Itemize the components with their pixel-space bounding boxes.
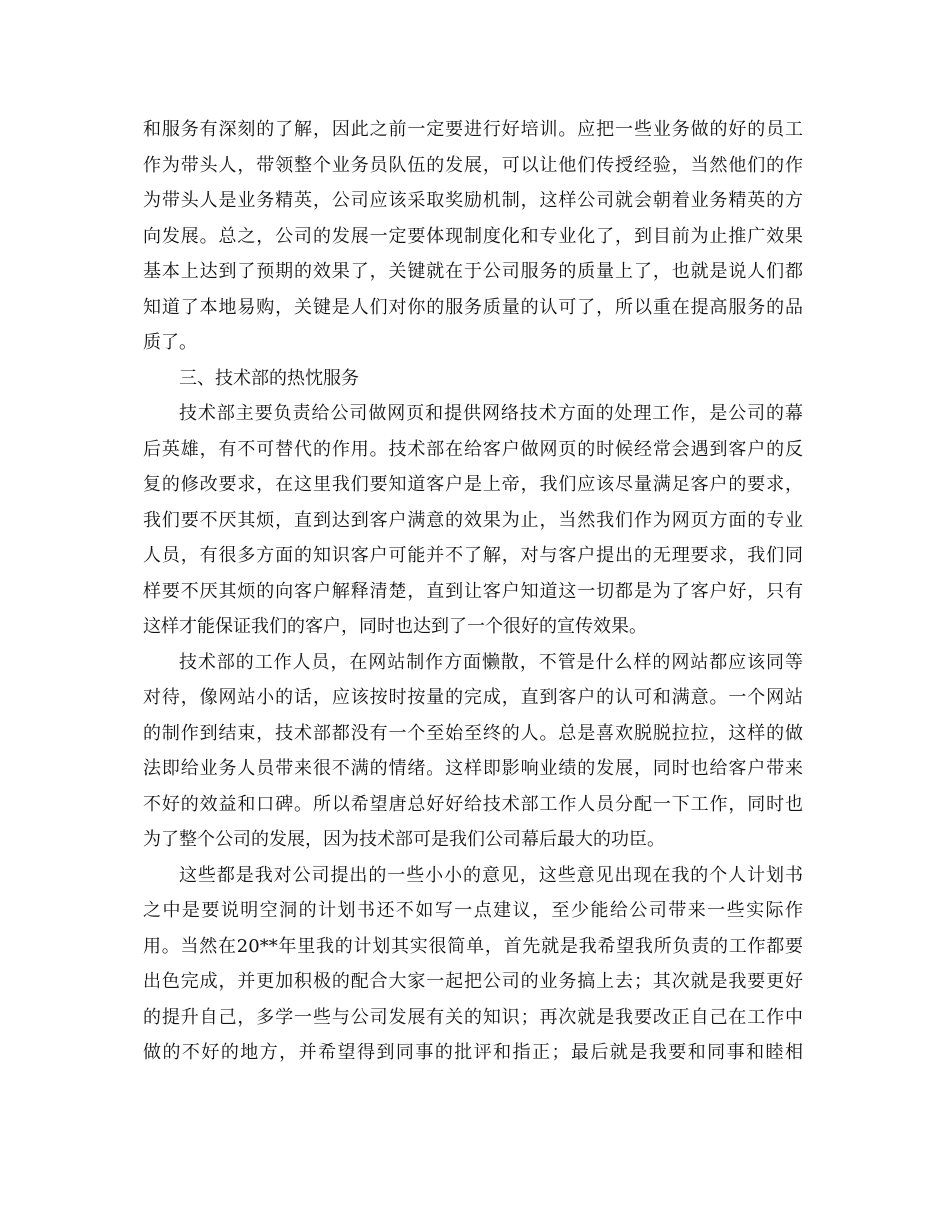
text-line: 人员，有很多方面的知识客户可能并不了解，对与客户提出的无理要求，我们同: [143, 545, 803, 566]
text-line: 样要不厌其烦的向客户解释清楚，直到让客户知道这一切都是为了客户好，只有: [143, 580, 803, 602]
text-line: 复的修改要求，在这里我们要知道客户是上帝，我们应该尽量满足客户的要求，: [143, 474, 803, 495]
text-line: 技术部的工作人员，在网站制作方面懒散，不管是什么样的网站都应该同等: [179, 651, 803, 673]
text-line: 基本上达到了预期的效果了，关键就在于公司服务的质量上了，也就是说人们都: [143, 261, 803, 282]
text-line: 质了。: [143, 332, 197, 353]
text-line: 向发展。总之，公司的发展一定要体现制度化和专业化了，到目前为止推广效果: [143, 225, 803, 247]
text-line: 不好的效益和口碑。所以希望唐总好好给技术部工作人员分配一下工作，同时也: [143, 793, 803, 815]
text-line: 知道了本地易购，关键是人们对你的服务质量的认可了，所以重在提高服务的品: [143, 296, 803, 318]
text-line: 用。当然在20**年里我的计划其实很简单，首先就是我希望我所负责的工作都要: [143, 935, 803, 957]
text-line: 这样才能保证我们的客户，同时也达到了一个很好的宣传效果。: [143, 616, 647, 637]
text-line: 和服务有深刻的了解，因此之前一定要进行好培训。应把一些业务做的好的员工: [143, 119, 803, 140]
text-line: 对待，像网站小的话，应该按时按量的完成，直到客户的认可和满意。一个网站: [143, 687, 803, 708]
document-page: [143, 112, 803, 1071]
text-line: 三、技术部的热忱服务: [179, 367, 359, 389]
text-line: 之中是要说明空洞的计划书还不如写一点建议，至少能给公司带来一些实际作: [143, 900, 803, 921]
text-line: 法即给业务人员带来很不满的情绪。这样即影响业绩的发展，同时也给客户带来: [143, 758, 803, 779]
text-line: 出色完成，并更加积极的配合大家一起把公司的业务搞上去；其次就是我要更好: [143, 971, 803, 992]
text-line: 作为带头人，带领整个业务员队伍的发展，可以让他们传授经验，当然他们的作: [143, 154, 803, 176]
text-line: 为带头人是业务精英，公司应该采取奖励机制，这样公司就会朝着业务精英的方: [143, 190, 803, 211]
text-line: 的提升自己，多学一些与公司发展有关的知识；再次就是我要改正自己在工作中: [143, 1006, 803, 1028]
text-line: 技术部主要负责给公司做网页和提供网络技术方面的处理工作，是公司的幕: [179, 403, 803, 424]
text-line: 的制作到结束，技术部都没有一个至始至终的人。总是喜欢脱脱拉拉，这样的做: [143, 722, 803, 744]
text-line: 做的不好的地方，并希望得到同事的批评和指正；最后就是我要和同事和睦相: [143, 1042, 803, 1063]
text-line: 这些都是我对公司提出的一些小小的意见，这些意见出现在我的个人计划书: [179, 864, 803, 886]
text-line: 后英雄，有不可替代的作用。技术部在给客户做网页的时候经常会遇到客户的反: [143, 438, 803, 460]
text-line: 我们要不厌其烦，直到达到客户满意的效果为止，当然我们作为网页方面的专业: [143, 509, 803, 531]
text-line: 为了整个公司的发展，因为技术部可是我们公司幕后最大的功臣。: [143, 829, 665, 850]
